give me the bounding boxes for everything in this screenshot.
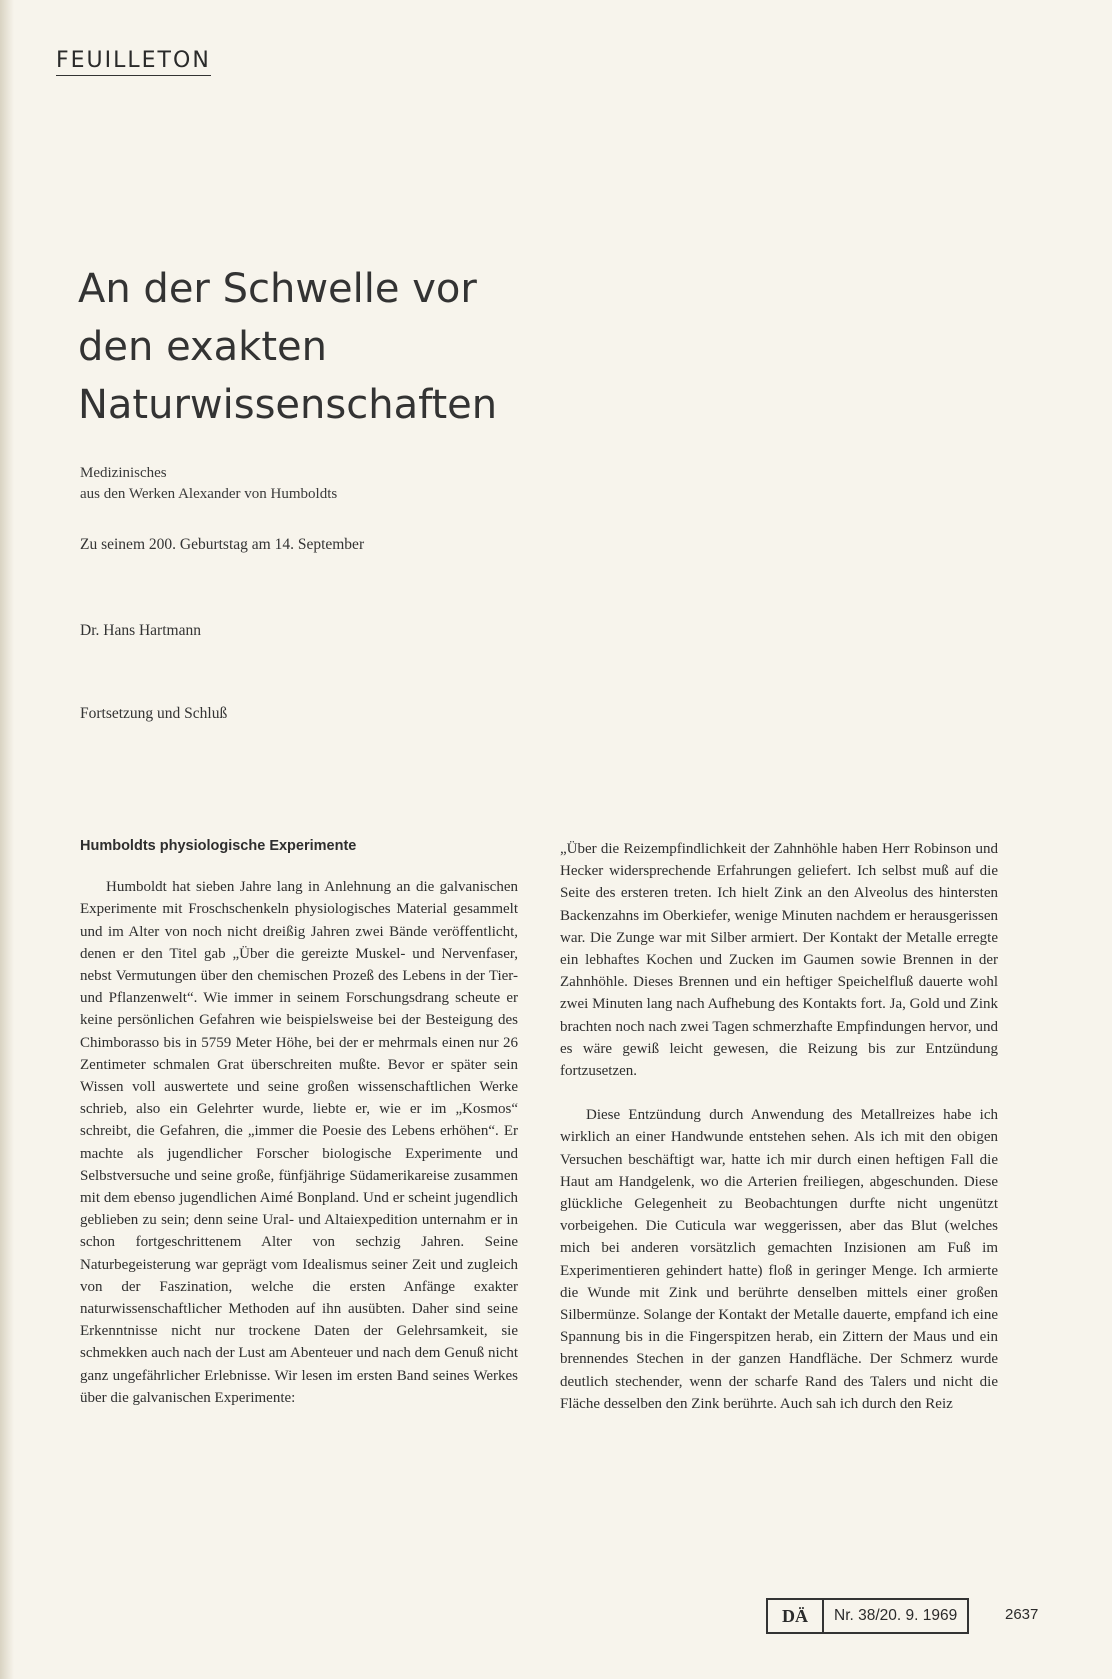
- continuation-note: Fortsetzung und Schluß: [80, 705, 228, 722]
- headline-line-2: den exakten: [78, 324, 327, 370]
- page-edge-shadow: [0, 0, 14, 1679]
- article-column-left: [80, 835, 518, 1409]
- issue-info: Nr. 38/20. 9. 1969: [834, 1607, 958, 1624]
- journal-footer-box: [766, 1598, 969, 1634]
- article-column-right: [560, 838, 998, 1415]
- subtitle-line-1: Medizinisches: [80, 465, 167, 481]
- page-number: 2637: [1005, 1606, 1039, 1623]
- author-byline: Dr. Hans Hartmann: [80, 622, 201, 639]
- headline-line-3: Naturwissenschaften: [78, 382, 498, 428]
- quote-paragraph-1: „Über die Reizempfindlichkeit der Zahnhöhle haben Herr Robinson und Hecker widersprechende Erfahrungen geliefert. Ich selbst muß auf die Seite des ersteren treten. Ich hielt Zink an den Alveolus des hintersten Backenzahns im Oberkiefer, wenige Minuten nachdem er herausgerissen war. Die Zunge war mit Silber armiert. Der Kontakt der Metalle erregte ein lebhaftes Kochen und Zucken im Gaumen sowie Brennen in der Zahnhöhle. Dieses Brennen und ein heftiger Speichelfluß dauerte wohl zwei Minuten lang nach Aufhebung des Kontakts fort. Ja, Gold und Zink brachten noch nach zwei Tagen schmerzhafte Empfindungen hervor, und es wäre gewiß leicht gewesen, die Reizung bis zur Entzündung fortzusetzen.: [560, 841, 998, 1080]
- subtitle-line-2: aus den Werken Alexander von Humboldts: [80, 486, 338, 502]
- article-subtitle: [80, 463, 337, 505]
- section-label: FEUILLETON: [56, 48, 211, 76]
- body-paragraph: Humboldt hat sieben Jahre lang in Anlehnung an die galvanischen Experimente mit Froschschenkeln physiologisches Material gesammelt und im Alter von noch nicht dreißig Jahren zwei Bände veröffentlicht, denen er den Titel gab „Über die gereizte Muskel- und Nervenfaser, nebst Vermutungen über den chemischen Prozeß des Lebens in der Tier- und Pflanzenwelt“. Wie immer in seinem Forschungsdrang scheute er keine persönlichen Gefahren wie beispielsweise bei der Besteigung des Chimborasso bis in 5759 Meter Höhe, bei der er mehrmals einen nur 26 Zentimeter schmalen Grat überschreiten mußte. Bevor er später sein Wissen voll auswertete und seine großen wissenschaftlichen Werke schrieb, also ein Gelehrter wurde, liebte er, wie er im „Kosmos“ schreibt, die Gefahren, die „immer die Poesie des Lebens erhöhen“. Er machte als jugendlicher Forscher biologische Experimente und Selbstversuche und seine große, fünfjährige Südamerikareise zusammen mit dem ebenso jugendlichen Aimé Bonpland. Und er scheint jugendlich geblieben zu sein; denn seine Ural- und Altaiexpedition unternahm er in schon fortgeschrittenem Alter von sechzig Jahren. Seine Naturbegeisterung war geprägt vom Idealismus seiner Zeit und zugleich von der Faszination, welche die ersten Anfänge exakter naturwissenschaftlicher Methoden auf ihn ausübten. Daher sind seine Erkenntnisse nicht nur trockene Daten der Gelehrsamkeit, sie schmekken auch nach der Lust am Abenteuer und nach dem Genuß nicht ganz ungefährlicher Erlebnisse. Wir lesen im ersten Band seines Werkes über die galvanischen Experimente:: [80, 879, 518, 1406]
- article-headline: [78, 260, 598, 434]
- headline-line-1: An der Schwelle vor: [78, 266, 477, 312]
- journal-brand: DÄ: [768, 1600, 824, 1632]
- occasion-line: Zu seinem 200. Geburtstag am 14. September: [80, 536, 365, 553]
- quote-paragraph-2: Diese Entzündung durch Anwendung des Metallreizes habe ich wirklich an einer Handwunde entstehen sehen. Als ich mit den obigen Versuchen beschäftigt war, hatte ich mir durch einen heftigen Fall die Haut am Handgelenk, wo die Arterien freiliegen, abgeschunden. Diese glückliche Gelegenheit zu Beobachtungen durfte nicht ungenützt vorbeigehen. Die Cuticula war weggerissen, aber das Blut (welches mich bei anderen vorsätzlich gemachten Inzisionen am Fuß im Experimentieren gehindert hatte) floß in geringer Menge. Ich armierte die Wunde mit Zink und berührte denselben mittels einer großen Silbermünze. Solange der Kontakt der Metalle dauerte, empfand ich eine Spannung bis in die Fingerspitzen herab, ein Zittern der Maus und ein brennendes Stechen in der ganzen Handfläche. Der Schmerz wurde deutlich stechender, wenn der scharfe Rand des Talers und nicht die Fläche desselben den Zink berührte. Auch sah ich durch den Reiz: [560, 1107, 998, 1412]
- section-heading: Humboldts physiologische Experimente: [80, 838, 357, 854]
